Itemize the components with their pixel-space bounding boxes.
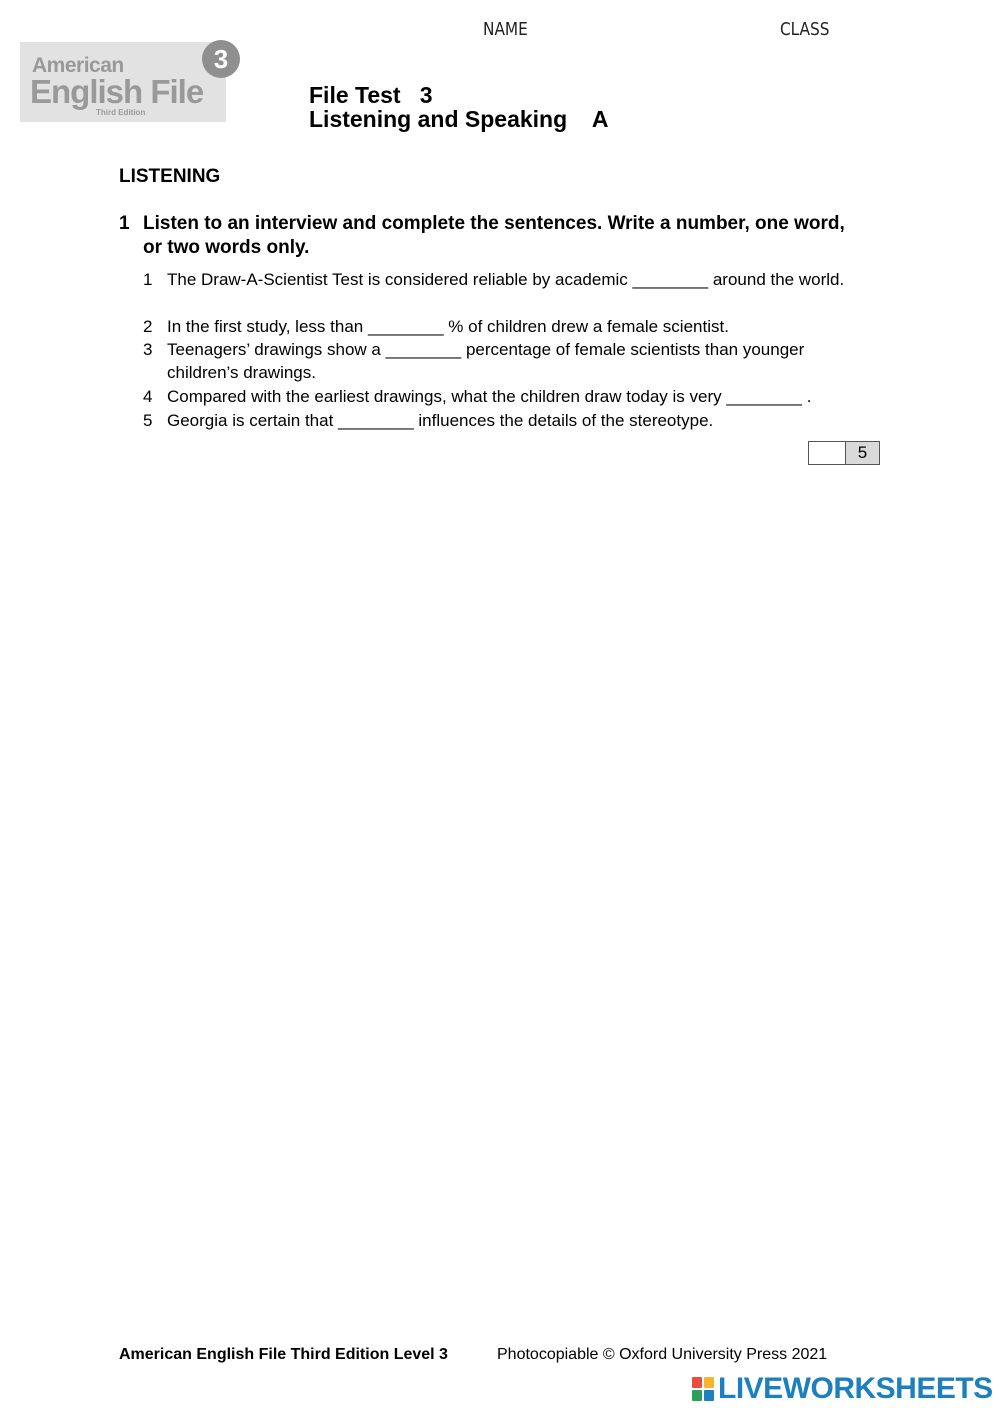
score-box: [808, 441, 880, 465]
exercise-number: 1: [119, 213, 130, 234]
item-number: 2: [143, 317, 153, 336]
item-text[interactable]: Compared with the earliest drawings, what the children draw today is very ________ .: [167, 387, 812, 406]
live-square-l-icon: [692, 1377, 702, 1388]
class-label: CLASS: [780, 19, 830, 40]
item-text[interactable]: Teenagers’ drawings show a ________ percentage of female scientists than younger children’s drawings.: [167, 340, 805, 382]
item-text[interactable]: The Draw-A-Scientist Test is considered reliable by academic ________ around the world.: [167, 270, 845, 289]
section-heading: LISTENING: [119, 166, 221, 187]
footer-book-title: American English File Third Edition Level 3: [119, 1346, 448, 1363]
score-total: 5: [846, 442, 879, 464]
logo-edition: Third Edition: [96, 108, 146, 117]
item-number: 3: [143, 340, 153, 359]
live-square-i-icon: [704, 1377, 714, 1388]
item-text[interactable]: In the first study, less than ________ % of children drew a female scientist.: [167, 317, 729, 336]
test-subtitle: Listening and Speaking A: [309, 106, 609, 132]
american-english-file-logo: [20, 42, 229, 122]
logo-level-badge: 3: [202, 40, 240, 78]
liveworksheets-wordmark: LIVEWORKSHEETS: [718, 1372, 993, 1405]
score-input[interactable]: [809, 442, 846, 464]
name-label: NAME: [483, 19, 528, 40]
test-title: File Test 3: [309, 82, 433, 108]
logo-line1: American: [32, 54, 124, 77]
item-number: 4: [143, 387, 153, 406]
item-number: 5: [143, 411, 153, 430]
live-square-v-icon: [692, 1390, 702, 1401]
logo-line2: English File: [30, 73, 204, 110]
item-number: 1: [143, 270, 153, 289]
item-text[interactable]: Georgia is certain that ________ influences the details of the stereotype.: [167, 411, 714, 430]
liveworksheets-icon: [692, 1377, 714, 1401]
exercise-instruction-text: Listen to an interview and complete the sentences. Write a number, one word, or two words only.: [143, 213, 845, 258]
live-square-e-icon: [704, 1390, 714, 1401]
liveworksheets-logo: [692, 1372, 993, 1406]
footer-copyright: Photocopiable © Oxford University Press 2021: [497, 1346, 828, 1363]
